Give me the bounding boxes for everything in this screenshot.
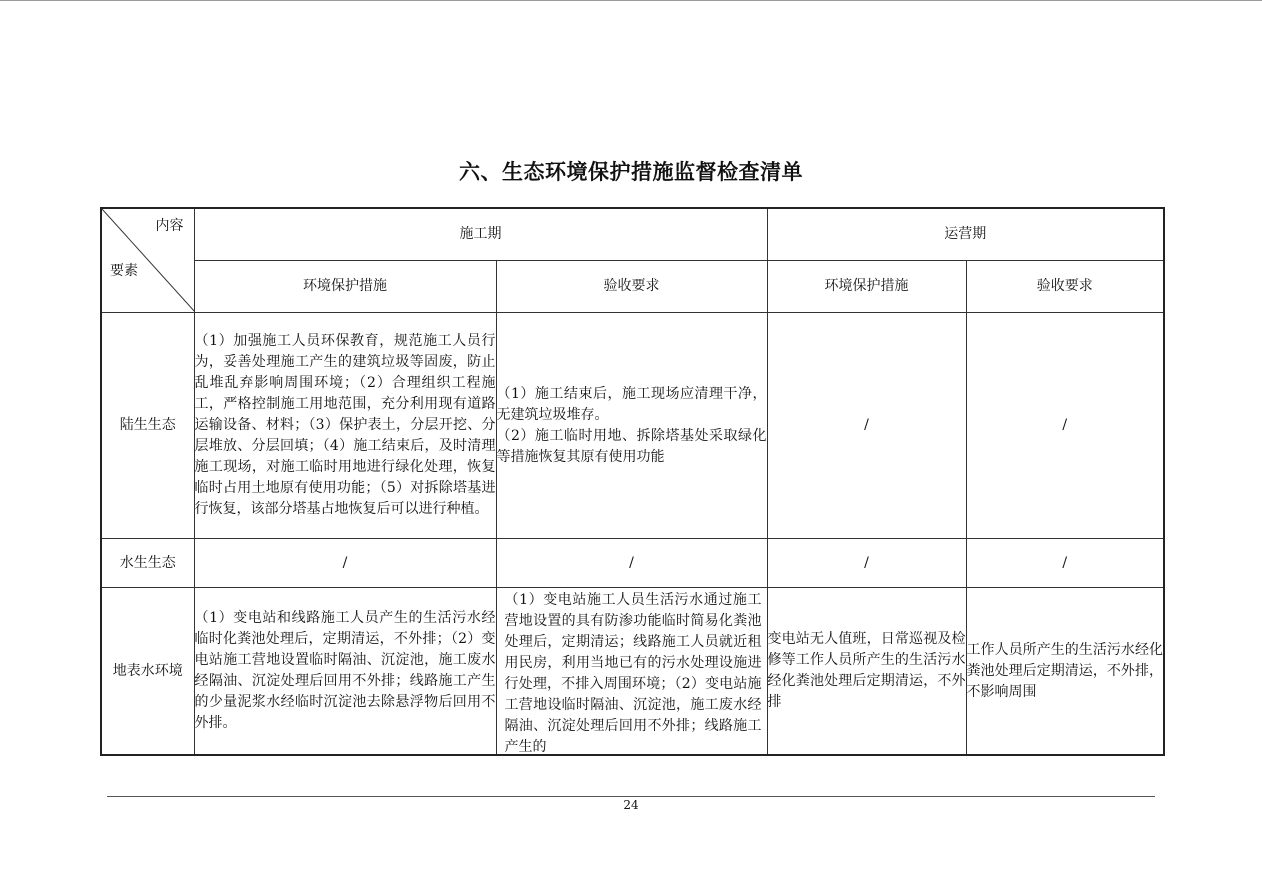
header-row-columns [101,261,1164,313]
table-row [101,313,1164,539]
cell-operation-measures: 变电站无人值班，日常巡视及检修等工作人员所产生的生活污水经化粪池处理后定期清运，不外排 [767,588,966,756]
page-title: 六、生态环境保护措施监督检查清单 [459,160,803,184]
cell-construction-measures: （1）加强施工人员环保教育，规范施工人员行为，妥善处理施工产生的建筑垃圾等固废，防止乱堆乱弃影响周围环境；（2）合理组织工程施工，严格控制施工用地范围，充分利用现有道路运输设备、材料；（3）保护表土，分层开挖、分层堆放、分层回填；（4）施工结束后，及时清理施工现场，对施工临时用地进行绿化处理，恢复临时占用土地原有使用功能；（5）对拆除塔基进行恢复，该部分塔基占地恢复后可以进行种植。 [194,313,496,539]
cell-construction-acceptance: （1）施工结束后，施工现场应清理干净，无建筑垃圾堆存。 （2）施工临时用地、拆除塔基处采取绿化等措施恢复其原有使用功能 [496,313,767,539]
header-construction-acceptance: 验收要求 [496,261,767,313]
cell-operation-measures: / [767,313,966,539]
cell-construction-acceptance: / [496,539,767,588]
cell-operation-acceptance: / [966,313,1164,539]
header-operation-acceptance: 验收要求 [966,261,1164,313]
header-row-period [101,208,1164,261]
footer-divider [107,796,1155,797]
cell-operation-acceptance: / [966,539,1164,588]
row-label-surface-water: 地表水环境 [101,588,194,756]
corner-label-content: 内容 [155,218,184,234]
row-label-terrestrial-ecology: 陆生生态 [101,313,194,539]
header-construction-period: 施工期 [194,208,767,261]
top-border-line [0,0,1262,1]
cell-construction-measures: （1）变电站和线路施工人员产生的生活污水经临时化粪池处理后，定期清运，不外排；（2）变电站施工营地设置临时隔油、沉淀池，施工废水经隔油、沉淀处理后回用不外排；线路施工产生的少量泥浆水经临时沉淀池去除悬浮物后回用不外排。 [194,588,496,756]
corner-header-cell [101,208,194,313]
page-number: 24 [623,798,639,812]
cell-operation-measures: / [767,539,966,588]
corner-label-element: 要素 [110,263,138,279]
cell-construction-acceptance [496,588,767,756]
header-operation-period: 运营期 [767,208,1164,261]
header-operation-measures: 环境保护措施 [767,261,966,313]
header-construction-measures: 环境保护措施 [194,261,496,313]
table-row [101,539,1164,588]
cell-operation-acceptance: 工作人员所产生的生活污水经化粪池处理后定期清运，不外排，不影响周围 [966,588,1164,756]
row-label-aquatic-ecology: 水生生态 [101,539,194,588]
cell-construction-acceptance-text: （1）变电站施工人员生活污水通过施工营地设置的具有防渗功能临时简易化粪池处理后，定期清运；线路施工人员就近租用民房，利用当地已有的污水处理设施进行处理，不排入周围环境；（2）变电站施工营地设临时隔油、沉淀池，施工废水经隔油、沉淀处理后回用不外排；线路施工产生的 [504,592,762,754]
inspection-checklist-table [100,207,1165,756]
table-row [101,588,1164,756]
cell-construction-measures: / [194,539,496,588]
